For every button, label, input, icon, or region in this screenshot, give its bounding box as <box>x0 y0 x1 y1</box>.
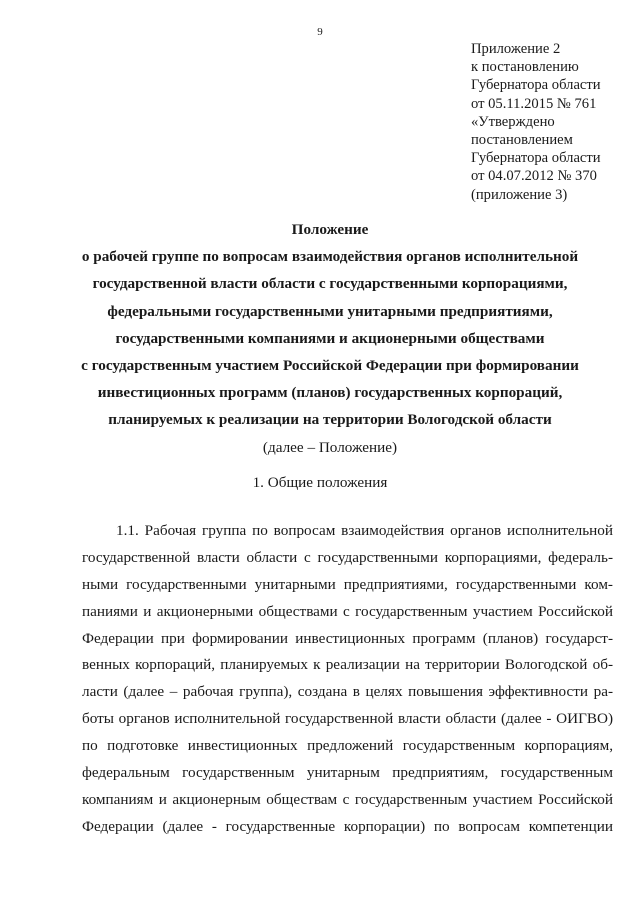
title-line: государственными компаниями и акционерными обществами <box>115 329 545 347</box>
title-line: с государственным участием Российской Федерации при формировании <box>81 357 579 375</box>
title-line: инвестиционных программ (планов) государственных корпораций, <box>97 384 563 402</box>
section-heading: 1. Общие положения <box>252 474 388 491</box>
appendix-line: Приложение 2 <box>471 41 561 57</box>
appendix-line: от 04.07.2012 № 370 <box>471 168 597 185</box>
title-line: планируемых к реализации на территории Вологодской области <box>108 411 552 429</box>
body-paragraph <box>82 518 613 841</box>
paragraph-line: Федерации (далее - государственные корпорации) по вопросам компетенции <box>82 817 613 835</box>
paragraph-line: боты органов исполнительной государственной власти области (далее - ОИГВО) <box>82 710 613 728</box>
title-line: государственной власти области с государственными корпорациями, <box>92 275 568 293</box>
paragraph-line: венных корпораций, планируемых к реализации на территории Вологодской об- <box>82 656 613 674</box>
paragraph-line: Федерации при формировании инвестиционных программ (планов) государст- <box>82 629 613 647</box>
paragraph-line: 1.1. Рабочая группа по вопросам взаимодействия органов исполнительной <box>116 522 613 539</box>
paragraph-line: государственной власти области с государственными корпорациями, федераль- <box>82 548 613 566</box>
appendix-line: Губернатора области <box>471 77 601 94</box>
page-number: 9 <box>317 26 323 38</box>
paragraph-line: федеральным государственным унитарным предприятиям, государственным <box>82 764 613 782</box>
title-line: Положение <box>291 221 369 238</box>
title-line: о рабочей группе по вопросам взаимодействия органов исполнительной <box>81 248 579 266</box>
appendix-line: к постановлению <box>471 59 579 76</box>
appendix-block <box>471 40 631 204</box>
paragraph-line: компаниям и акционерным обществам с государственным участием Российской <box>82 790 613 808</box>
paragraph-line: ласти (далее – рабочая группа), создана в целях повышения эффективности ра- <box>82 683 613 701</box>
appendix-line: «Утверждено <box>471 113 555 130</box>
appendix-line: постановлением <box>471 132 573 149</box>
appendix-line: (приложение 3) <box>471 186 568 203</box>
paragraph-line: ными государственными унитарными предприятиями, государственными ком- <box>82 575 613 593</box>
title-subtitle: (далее – Положение) <box>262 438 398 456</box>
paragraph-line: паниями и акционерными обществами с государственным участием Российской <box>82 602 613 620</box>
title-line: федеральными государственными унитарными предприятиями, <box>107 302 553 320</box>
appendix-line: Губернатора области <box>471 150 601 167</box>
appendix-line: от 05.11.2015 № 761 <box>471 95 597 112</box>
document-title <box>40 216 620 461</box>
paragraph-line: по подготовке инвестиционных предложений государственным корпорациям, <box>82 737 613 755</box>
